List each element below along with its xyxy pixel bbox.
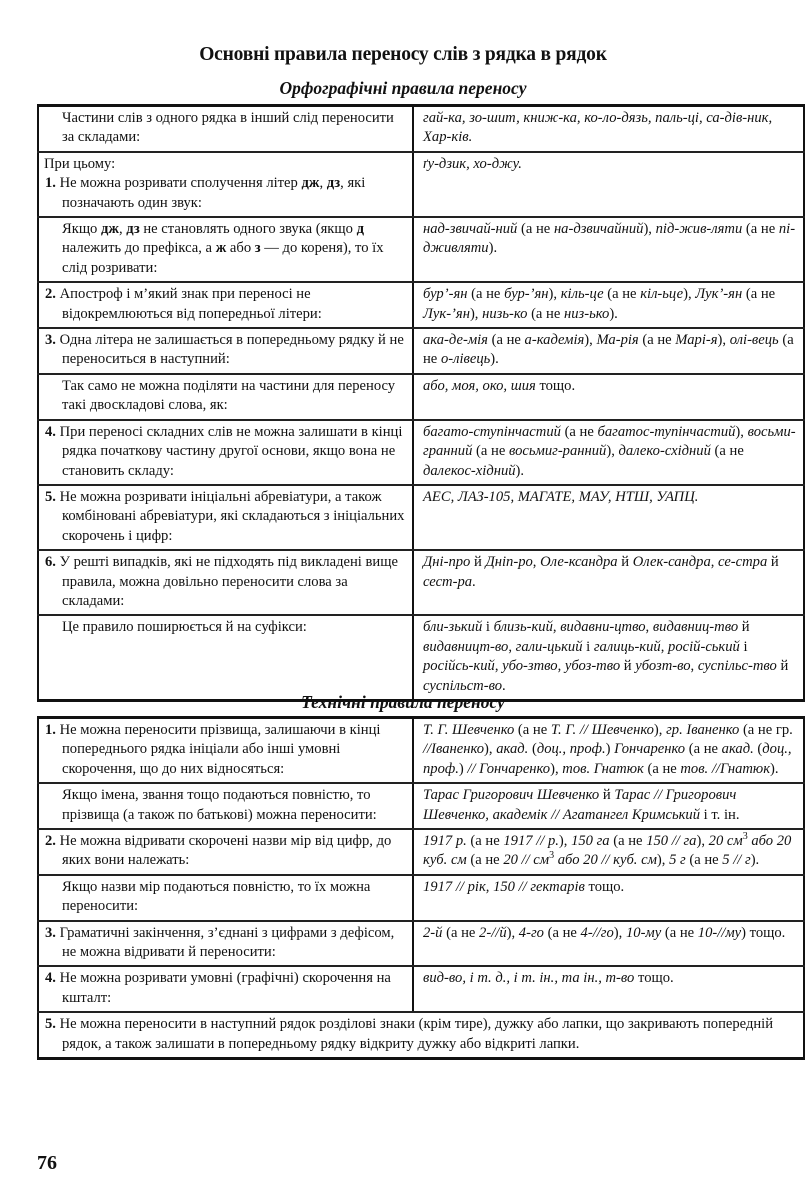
rule-row <box>38 875 804 921</box>
text-segment: ), <box>643 221 656 238</box>
text-segment: тов. //Гнатюк <box>680 760 771 777</box>
text-segment: акад. <box>721 741 754 758</box>
rule-row <box>38 328 804 374</box>
text-segment: і т. ін. <box>700 806 740 823</box>
text-segment: багато-ступінчастий <box>423 423 561 440</box>
text-segment: АЕС, ЛАЗ-105, МАГАТЕ, МАУ, НТШ, УАПЦ. <box>423 488 699 505</box>
text-segment: Якщо імена, звання тощо подаються повністю, то прізвища (а також по батькові) можна переносити: <box>62 787 377 823</box>
text-segment: ), <box>656 852 670 869</box>
text-segment: , <box>552 619 561 636</box>
rule-row <box>38 783 804 829</box>
text-segment: тощо. <box>535 377 576 394</box>
text-segment: суспільст-во <box>423 677 503 694</box>
rule-row <box>38 615 804 700</box>
text-segment: Тарас // Григорович Шевченко, академік // Агатангел Кримський <box>423 787 737 823</box>
text-segment: або 20 куб. см <box>423 833 792 869</box>
rule-cell <box>38 420 413 485</box>
rule-row <box>38 106 804 152</box>
text-segment: 5 // г <box>722 852 751 869</box>
text-segment: галиць-кий <box>593 638 661 655</box>
text-segment: й <box>776 658 789 675</box>
example-cell <box>413 485 804 550</box>
text-segment: Тарас Григорович Шевченко <box>423 787 600 804</box>
rule-lead-text: При цьому: <box>44 155 116 172</box>
text-segment: ) <box>605 741 615 758</box>
rule-cell <box>38 328 413 374</box>
text-segment: над-звичай-ний <box>423 221 518 238</box>
text-segment: не становлять одного звука (якщо <box>139 221 357 238</box>
example-cell <box>413 328 804 374</box>
rule-number: 6. <box>45 554 56 571</box>
rule-cell <box>38 152 413 217</box>
text-segment: ), <box>548 286 561 303</box>
rule-row <box>38 374 804 420</box>
text-segment: (а не <box>442 924 480 941</box>
text-segment: належить до префікса, а <box>62 240 216 257</box>
text-segment: бур’-ян <box>423 286 468 303</box>
text-segment: (а не <box>638 332 676 349</box>
text-segment: Не можна переносити в наступний рядок розділові знаки (крім тире), дужку або лапки, що закривають попередній рядок, а також залишати в попередньому рядку відкриту дужку або відкриті лапки. <box>59 1016 774 1052</box>
text-segment: 2-й <box>423 924 443 941</box>
text-segment: ), <box>717 332 730 349</box>
text-segment: 1917 // рік, 150 // гектарів <box>423 878 585 895</box>
text-segment: Граматичні закінчення, з’єднані з цифрами з дефісом, не можна відривати й переносити: <box>59 924 395 961</box>
text-segment: ). <box>750 852 760 869</box>
text-segment: видавни-цтво <box>560 619 646 636</box>
text-segment: або, моя, око, шия <box>423 377 536 394</box>
text-segment: 150 // га <box>646 833 697 850</box>
text-segment: олі-вець <box>729 332 779 349</box>
text-segment: , <box>645 619 653 636</box>
text-segment: близь-кий <box>493 619 553 636</box>
text-segment: ). <box>770 760 779 777</box>
example-cell <box>413 829 804 875</box>
text-segment: дз <box>326 175 341 192</box>
text-segment: се-стра <box>718 554 768 571</box>
text-segment: (а не <box>527 305 564 322</box>
text-segment: ж <box>215 240 227 257</box>
text-segment: 3 <box>549 850 555 862</box>
text-segment: ), <box>735 423 748 440</box>
text-segment: ( <box>753 741 763 758</box>
text-segment: Олек-сандра <box>632 554 711 571</box>
text-segment: ), <box>613 924 626 941</box>
text-segment: й <box>620 658 636 675</box>
text-segment: Не можна відривати скорочені назви мір від цифр, до яких вони належать: <box>59 833 392 869</box>
text-segment: вид-во, і т. д., і т. ін., та ін., т-во <box>423 970 635 987</box>
text-segment: (а не <box>517 221 554 238</box>
text-segment: , <box>557 658 565 675</box>
text-segment: російсь-кий <box>423 658 495 675</box>
example-cell <box>413 718 804 784</box>
text-segment: Гончаренко <box>614 741 686 758</box>
text-segment: й <box>599 787 615 804</box>
rule-cell <box>38 966 413 1012</box>
rule-cell <box>38 829 413 875</box>
text-segment: або 20 // куб. см <box>554 852 657 869</box>
rule-number: 2. <box>45 286 56 303</box>
text-segment: ), <box>696 833 709 850</box>
text-segment: , <box>508 638 516 655</box>
text-segment: (а не <box>609 833 647 850</box>
rule-row <box>38 217 804 282</box>
text-segment: //Іваненко <box>423 741 485 758</box>
text-segment: , <box>660 638 669 655</box>
text-segment: з <box>254 240 261 257</box>
text-segment: Апостроф і м’який знак при переносі не відокремлюються від попередньої літери: <box>59 286 322 322</box>
text-segment: 2-//й <box>479 924 507 941</box>
text-segment: Одна літера не залишається в попередньому рядку й не переноситься в наступний: <box>59 332 404 368</box>
rule-number: 4. <box>45 423 56 440</box>
text-segment: ). <box>515 462 525 479</box>
text-segment: 5 г <box>669 852 686 869</box>
rule-number: 1. <box>45 722 56 738</box>
text-segment: Т. Г. // Шевченко <box>550 722 654 738</box>
rule-cell <box>38 875 413 921</box>
text-segment: восьмиг-ранний <box>508 443 607 460</box>
text-segment: ), <box>506 924 519 941</box>
text-segment: Якщо <box>62 221 102 238</box>
example-cell <box>413 106 804 152</box>
text-segment: під-жив-ляти <box>655 221 743 238</box>
text-segment: (а не <box>685 852 723 869</box>
text-segment: видавниц-тво <box>652 619 739 636</box>
text-segment: доц., проф. <box>423 741 792 777</box>
text-segment: ), <box>653 722 667 738</box>
text-segment: далеко-східний <box>618 443 711 460</box>
text-segment: й <box>767 554 779 571</box>
text-segment: ). <box>488 240 498 257</box>
text-segment: ), <box>606 443 619 460</box>
text-segment: ). <box>490 351 499 368</box>
text-segment: , <box>319 175 327 192</box>
text-segment: і <box>739 638 748 655</box>
text-segment: о-лівець <box>440 351 491 368</box>
rule-cell <box>38 550 413 615</box>
text-segment: Оле-ксандра <box>540 554 618 571</box>
text-segment: тощо. <box>584 878 625 895</box>
text-segment: . <box>502 677 506 694</box>
text-segment: суспільс-тво <box>697 658 777 675</box>
text-segment: низь-ко <box>482 305 528 322</box>
text-segment: на-дзвичайний <box>553 221 644 238</box>
text-segment: видавницт-во <box>423 638 509 655</box>
text-segment: Так само не можна поділяти на частини для переносу такі двоскладові слова, як: <box>62 377 396 414</box>
text-segment: дз <box>126 221 140 238</box>
example-cell <box>413 875 804 921</box>
rule-row <box>38 152 804 217</box>
text-segment: (а не <box>643 760 681 777</box>
rule-cell <box>38 106 413 152</box>
rule-row <box>38 829 804 875</box>
example-cell <box>413 374 804 420</box>
technical-rules-table <box>37 716 805 1060</box>
text-segment: (а не <box>487 332 525 349</box>
rule-number: 2. <box>45 833 56 850</box>
text-segment: (а не гр. <box>739 722 793 738</box>
text-segment: Марі-я <box>675 332 718 349</box>
text-segment: , <box>690 658 698 675</box>
text-segment: (а не <box>661 924 698 941</box>
rule-number: 4. <box>45 970 56 987</box>
text-segment: (а не <box>603 286 641 303</box>
text-segment: тощо. <box>634 970 674 987</box>
text-segment: 1917 р. <box>423 833 467 850</box>
rule-number: 3. <box>45 332 56 349</box>
example-cell <box>413 420 804 485</box>
rule-row <box>38 550 804 615</box>
text-segment: ), <box>550 760 563 777</box>
text-segment: ака-де-мія <box>423 332 488 349</box>
text-segment: дж <box>101 221 119 238</box>
rule-number: 5. <box>45 488 56 505</box>
rule-cell <box>38 485 413 550</box>
text-segment: тов. Гнатюк <box>562 760 644 777</box>
text-segment: або <box>226 240 255 257</box>
text-segment: 10-//му <box>697 924 742 941</box>
text-segment: а-кадемія <box>524 332 585 349</box>
text-segment: , які позначають один звук: <box>62 175 366 211</box>
text-segment: 10-му <box>625 924 662 941</box>
text-segment: Якщо назви мір подаються повністю, то їх можна переносити: <box>62 878 371 915</box>
text-segment: (а не <box>466 852 504 869</box>
rule-cell <box>38 921 413 967</box>
text-segment: Дні-про <box>423 554 471 571</box>
rule-cell <box>38 217 413 282</box>
page-number: 76 <box>37 1152 57 1174</box>
text-segment: Не можна переносити прізвища, залишаючи в кінці попереднього рядка ініціали або інші умовні скорочення, що до них відносяться: <box>59 722 381 777</box>
rule-cell <box>38 1012 804 1058</box>
text-segment: (а не <box>423 332 794 368</box>
text-segment: (а не <box>543 924 581 941</box>
text-segment: Не можна розривати сполучення літер <box>59 175 302 192</box>
text-segment: і <box>482 619 494 636</box>
text-segment: бли-зький <box>423 619 483 636</box>
text-segment: ) <box>458 760 468 777</box>
text-segment: ), <box>469 305 483 322</box>
text-segment: росій-ський <box>668 638 740 655</box>
text-segment: Частини слів з одного рядка в інший слід переносити за складами: <box>62 110 394 146</box>
text-segment: кіль-це <box>560 286 604 303</box>
example-cell <box>413 550 804 615</box>
rule-cell <box>38 615 413 700</box>
example-cell <box>413 615 804 700</box>
text-segment: ), <box>683 286 696 303</box>
text-segment: (а не <box>472 443 509 460</box>
example-cell <box>413 783 804 829</box>
rule-number: 3. <box>45 924 56 941</box>
text-segment: гай-ка, зо-шит, книж-ка, ко-ло-дязь, паль-ці, са-дів-ник, Хар-ків. <box>423 110 773 146</box>
text-segment: (а не <box>710 443 744 460</box>
rule-row <box>38 718 804 784</box>
rule-row <box>38 921 804 967</box>
text-segment: кіл-ьце <box>640 286 684 303</box>
text-segment: (а не <box>514 722 551 738</box>
example-cell <box>413 921 804 967</box>
text-segment: ), <box>584 332 597 349</box>
text-segment: убоз-тво <box>564 658 621 675</box>
text-segment: ) тощо. <box>741 924 786 941</box>
text-segment: сест-ра <box>423 573 473 590</box>
text-segment: д <box>356 221 364 238</box>
text-segment: акад. <box>496 741 529 758</box>
text-segment: восьми-гранний <box>423 423 796 460</box>
text-segment: гр. Іваненко <box>666 722 740 738</box>
rule-number: 5. <box>45 1016 56 1033</box>
orthographic-rules-table <box>37 104 805 702</box>
section-title-technical: Технічні правила переносу <box>301 692 505 712</box>
text-segment: Це правило поширюється й на суфікси: <box>62 619 307 636</box>
text-segment: гали-цький <box>515 638 583 655</box>
text-segment: убо-зтво <box>502 658 558 675</box>
text-segment: багатос-тупінчастий <box>597 423 736 440</box>
text-segment: , <box>118 221 127 238</box>
rule-row <box>38 1012 804 1058</box>
text-segment: ), <box>558 833 572 850</box>
text-segment: ), <box>484 741 497 758</box>
text-segment: (а не <box>742 221 779 238</box>
text-segment: 4-//го <box>580 924 614 941</box>
text-segment: ґу-дзик, хо-джу. <box>423 155 522 172</box>
text-segment: ( <box>528 741 537 758</box>
example-cell <box>413 966 804 1012</box>
text-segment: Лук’-ян <box>695 286 743 303</box>
text-segment: пі-дживляти <box>423 221 796 257</box>
text-segment: дж <box>301 175 320 192</box>
text-segment: . <box>472 573 476 590</box>
example-cell <box>413 282 804 328</box>
text-segment: 1917 // р. <box>503 833 559 850</box>
text-segment: Не можна розривати умовні (графічні) скорочення на кшталт: <box>59 970 391 1006</box>
text-segment: Не можна розривати ініціальні абревіатури, а також комбіновані абревіатури, які складаються з ініціальних скорочень і цифр: <box>59 488 405 544</box>
text-segment: У решті випадків, які не підходять під викладені вище правила, можна довільно переносити слова за складами: <box>59 554 398 609</box>
text-segment: При переносі складних слів не можна залишати в кінці рядка початкову частину другої основи, якщо вона не становить складу: <box>59 423 403 479</box>
example-cell <box>413 152 804 217</box>
text-segment: далекос-хідний <box>423 462 516 479</box>
text-segment: низ-ько <box>564 305 610 322</box>
text-segment: Лук-’ян <box>423 305 470 322</box>
page-title: Основні правила переносу слів з рядка в рядок <box>199 44 607 65</box>
text-segment: (а не <box>685 741 722 758</box>
text-segment: (а не <box>466 833 504 850</box>
text-segment: , <box>532 554 541 571</box>
text-segment: Т. Г. Шевченко <box>423 722 515 738</box>
text-segment: Дніп-ро <box>485 554 533 571</box>
text-segment: // Гончаренко <box>467 760 551 777</box>
text-segment: доц., проф. <box>536 741 606 758</box>
rule-cell <box>38 783 413 829</box>
text-segment: (а не <box>742 286 776 303</box>
text-segment: Ма-рія <box>596 332 639 349</box>
text-segment: , <box>494 658 503 675</box>
text-segment: , <box>710 554 719 571</box>
text-segment: 150 га <box>571 833 610 850</box>
text-segment: й <box>470 554 486 571</box>
text-segment: бур-’ян <box>504 286 549 303</box>
rule-number: 1. <box>45 175 56 192</box>
text-segment: й <box>617 554 633 571</box>
text-segment: 20 см <box>708 833 743 850</box>
text-segment: 20 // см <box>503 852 550 869</box>
example-cell <box>413 217 804 282</box>
rule-cell <box>38 718 413 784</box>
text-segment: 4-го <box>518 924 544 941</box>
text-segment: й <box>738 619 750 636</box>
rule-row <box>38 485 804 550</box>
text-segment: ). <box>609 305 618 322</box>
rule-cell <box>38 282 413 328</box>
text-segment: убозт-во <box>635 658 691 675</box>
text-segment: (а не <box>467 286 505 303</box>
rule-cell <box>38 374 413 420</box>
rule-row <box>38 966 804 1012</box>
text-segment: і <box>582 638 594 655</box>
text-segment: — до кореня), то їх слід розривати: <box>62 240 384 276</box>
rule-row <box>38 420 804 485</box>
text-segment: 3 <box>742 831 748 843</box>
text-segment: (а не <box>560 423 598 440</box>
rule-row <box>38 282 804 328</box>
section-title-orthographic: Орфографічні правила переносу <box>279 78 527 98</box>
